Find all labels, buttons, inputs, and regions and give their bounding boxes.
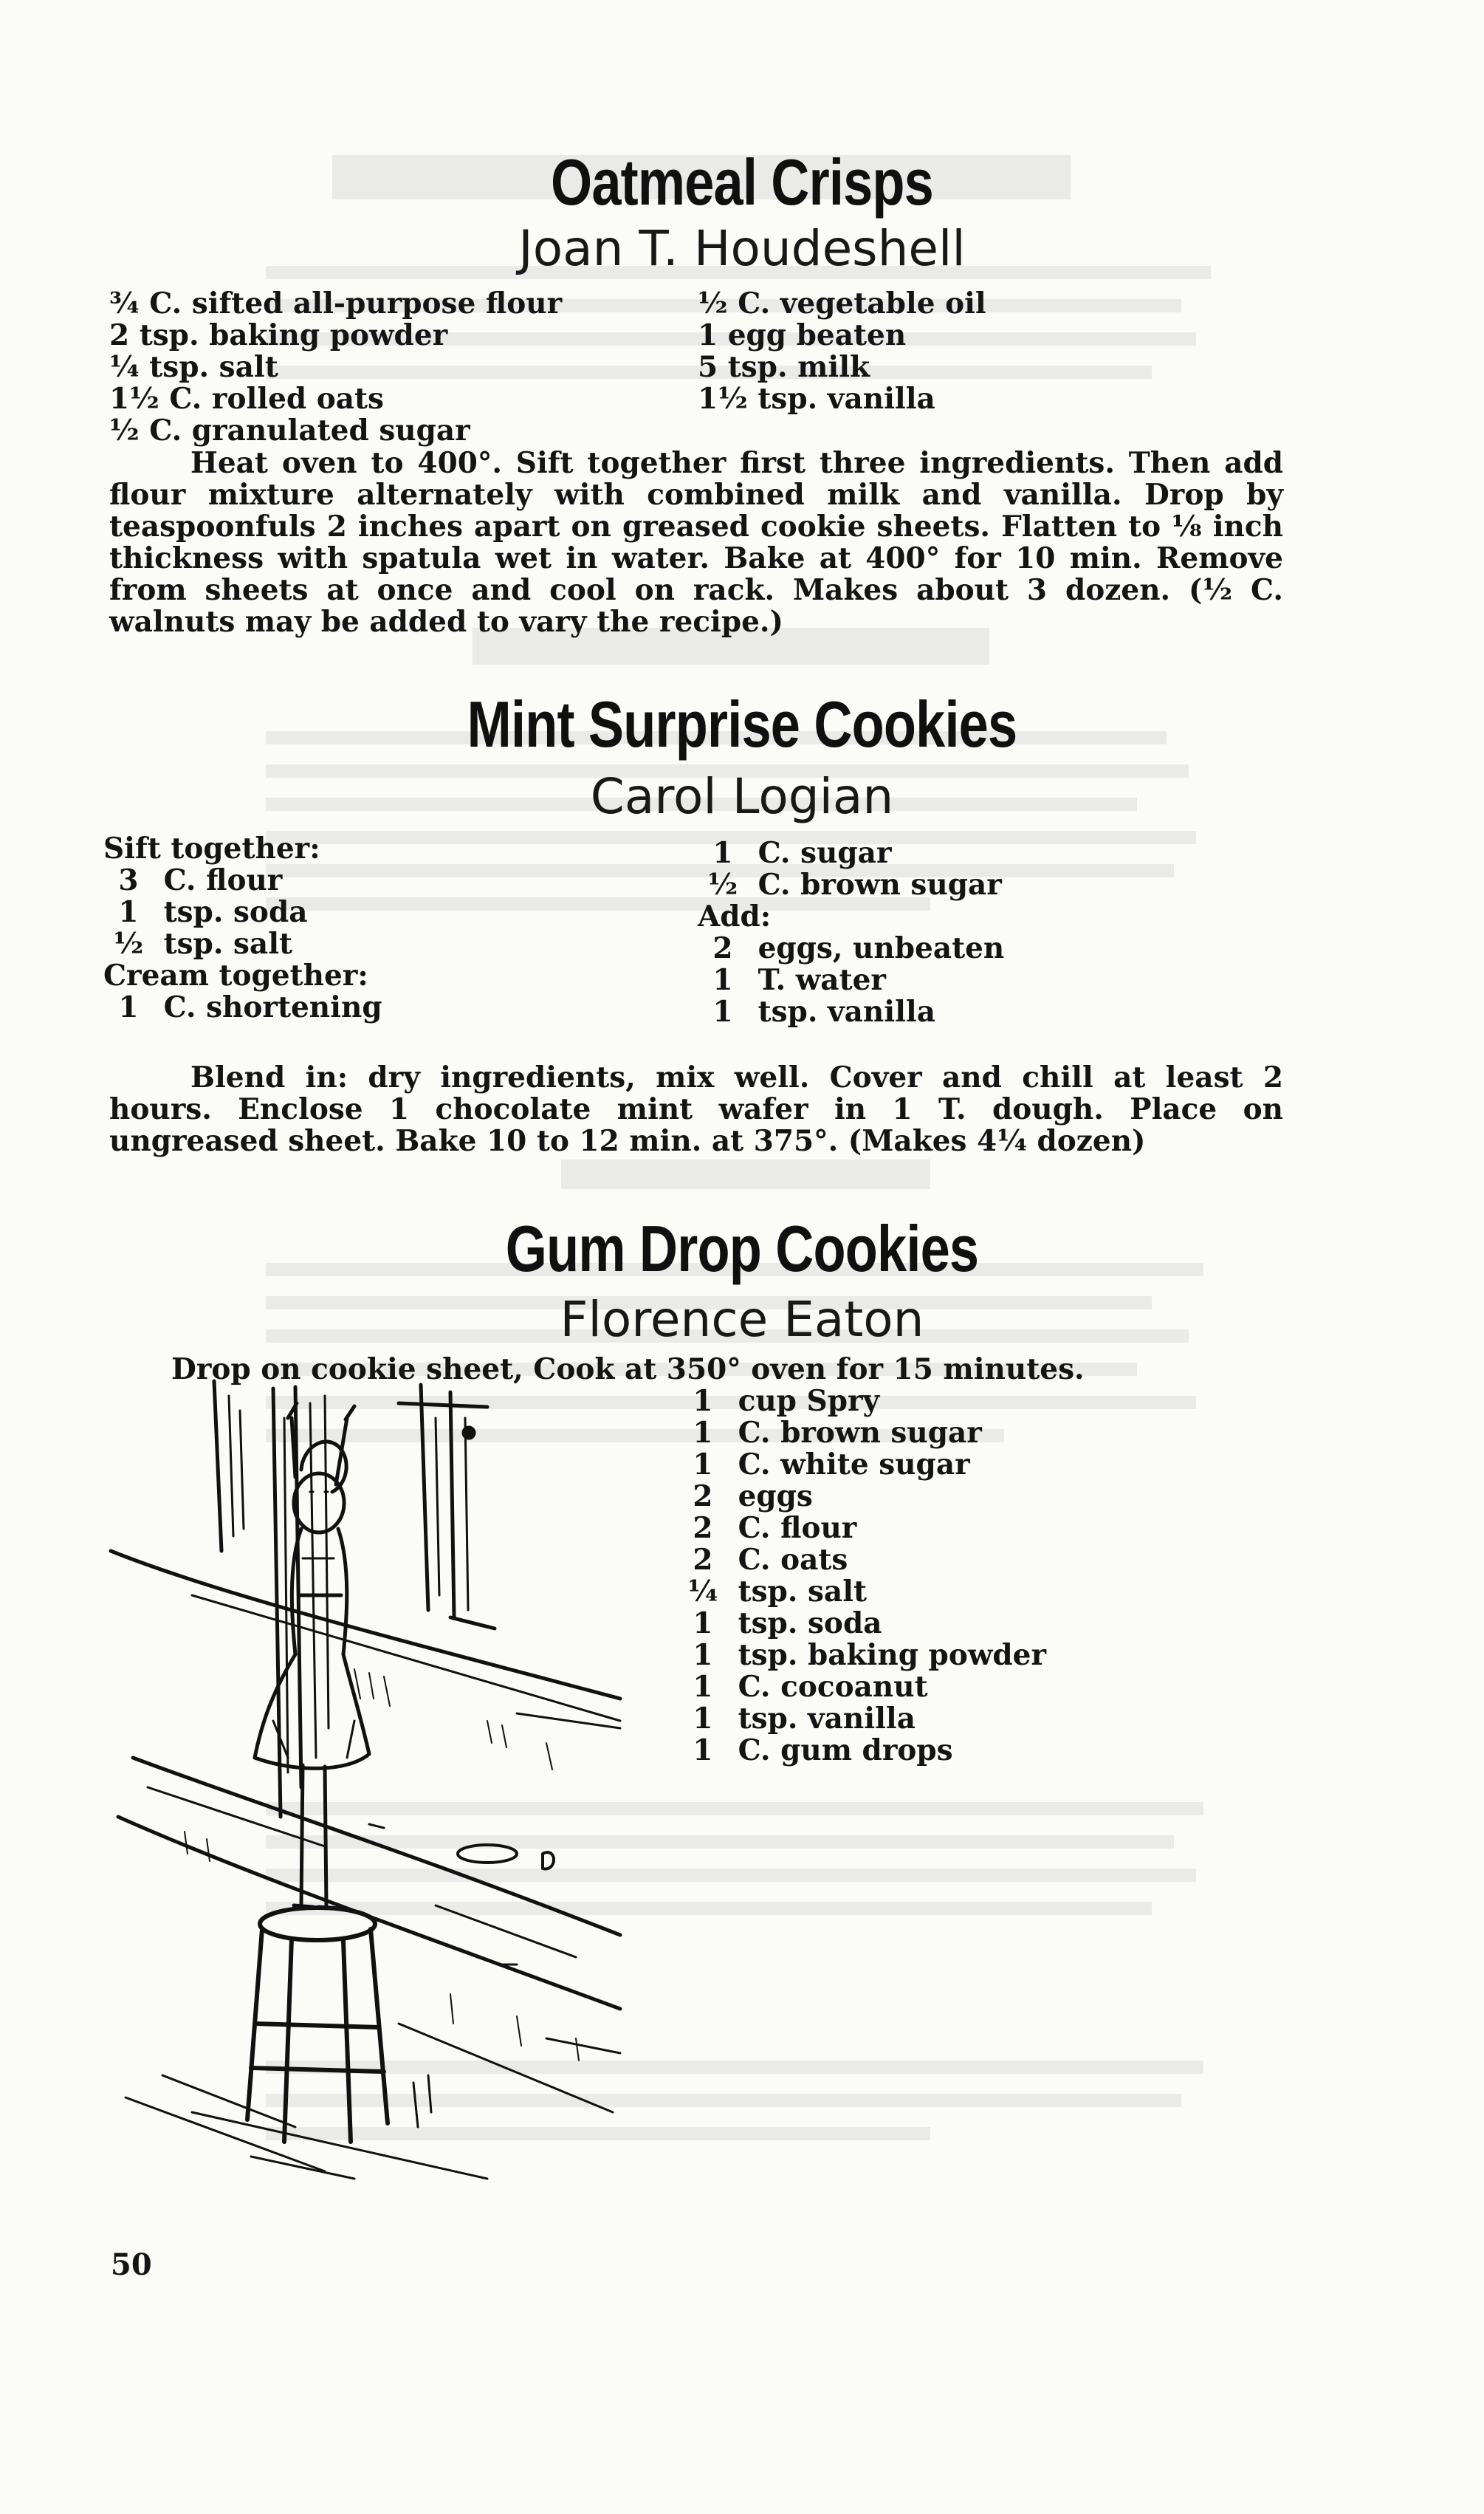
ingredient-line: 1½ C. rolled oats bbox=[109, 382, 385, 416]
ingredient-qty: 3 bbox=[118, 863, 139, 897]
ingredient-line bbox=[678, 1608, 1046, 1640]
ingredient-qty: 2 bbox=[693, 1511, 713, 1545]
ingredient-text: C. white sugar bbox=[738, 1448, 970, 1482]
ingredient-line bbox=[678, 1386, 1046, 1417]
ingredient-text: C. cocoanut bbox=[738, 1670, 928, 1704]
ingredient-line bbox=[698, 838, 1004, 869]
ingredient-line bbox=[678, 1703, 1046, 1735]
ingredient-line: 1 egg beaten bbox=[698, 318, 907, 352]
ingredient-qty: 1 bbox=[693, 1638, 713, 1672]
ingredient-text: cup Spry bbox=[738, 1384, 880, 1418]
recipe-author: Florence Eaton bbox=[560, 1291, 924, 1348]
ingredient-qty: 1 bbox=[693, 1384, 713, 1418]
ingredient-qty: 1 bbox=[693, 1733, 713, 1767]
ingredient-text: tsp. baking powder bbox=[738, 1638, 1047, 1672]
ingredient-line: 5 tsp. milk bbox=[698, 350, 870, 384]
ingredient-text: T. water bbox=[758, 963, 886, 997]
ingredient-line bbox=[103, 897, 382, 928]
recipe-title-mint-surprise-cookies: Mint Surprise Cookies bbox=[467, 688, 1017, 761]
ingredient-qty: 2 bbox=[693, 1479, 713, 1513]
ingredient-qty: ½ bbox=[707, 868, 738, 902]
ingredient-qty: 1 bbox=[712, 963, 733, 997]
ingredient-line bbox=[678, 1481, 1046, 1513]
ingredient-text: C. shortening bbox=[163, 990, 382, 1024]
ingredient-qty: 1 bbox=[693, 1416, 713, 1450]
ingredient-text: tsp. soda bbox=[738, 1606, 882, 1640]
ingredient-line bbox=[678, 1735, 1046, 1767]
ingredient-text: C. brown sugar bbox=[738, 1416, 982, 1450]
ingredient-text: C. brown sugar bbox=[758, 868, 1002, 902]
ingredient-qty: 2 bbox=[712, 931, 733, 965]
ingredient-text: C. oats bbox=[738, 1543, 848, 1577]
page-number: 50 bbox=[111, 2247, 152, 2282]
ingredient-subhead bbox=[103, 960, 382, 992]
ingredient-line: ½ C. vegetable oil bbox=[698, 287, 986, 321]
ingredient-line bbox=[103, 992, 382, 1024]
ingredient-line bbox=[678, 1671, 1046, 1703]
ingredient-text: eggs, unbeaten bbox=[758, 931, 1005, 965]
ingredient-text: C. flour bbox=[163, 863, 283, 897]
ingredient-line bbox=[678, 1417, 1046, 1449]
girl-on-stool-illustration bbox=[103, 1374, 635, 2186]
ingredient-text: tsp. salt bbox=[738, 1575, 868, 1609]
ingredient-text: tsp. soda bbox=[163, 895, 308, 929]
ingredient-qty: 2 bbox=[693, 1543, 713, 1577]
ingredients-column bbox=[678, 1386, 1046, 1767]
recipe-author: Carol Logian bbox=[590, 768, 894, 825]
ingredient-qty: 1 bbox=[693, 1670, 713, 1704]
ingredient-line: ¼ tsp. salt bbox=[109, 350, 278, 384]
recipe-instructions: Blend in: dry ingredients, mix well. Cover and chill at least 2 hours. Enclose 1 chocolate mint wafer in 1 T. dough. Place on ungreased sheet. Bake 10 to 12 min. at 375°. (Makes 4¼ dozen) bbox=[109, 1061, 1283, 1158]
ingredient-line bbox=[698, 965, 1004, 996]
ingredient-subhead bbox=[698, 901, 1004, 933]
ingredient-line: 1½ tsp. vanilla bbox=[698, 382, 935, 416]
recipe-title-gum-drop-cookies: Gum Drop Cookies bbox=[505, 1212, 979, 1285]
ingredient-line bbox=[678, 1449, 1046, 1481]
ingredient-line bbox=[678, 1544, 1046, 1576]
ingredient-qty: ¼ bbox=[687, 1575, 718, 1609]
ingredient-text: C. sugar bbox=[758, 836, 892, 870]
ingredient-line: ½ C. granulated sugar bbox=[109, 414, 470, 448]
ingredient-line: 2 tsp. baking powder bbox=[109, 318, 448, 352]
ingredient-text: eggs bbox=[738, 1479, 813, 1513]
ingredients-right-column bbox=[698, 288, 986, 415]
ingredient-qty: ½ bbox=[113, 927, 144, 961]
ingredient-qty: 1 bbox=[712, 995, 733, 1029]
ingredients-left-column bbox=[103, 833, 382, 1024]
ingredient-text: tsp. vanilla bbox=[738, 1702, 916, 1736]
ingredient-line bbox=[678, 1640, 1046, 1671]
ingredient-line bbox=[678, 1513, 1046, 1544]
recipe-instructions: Heat oven to 400°. Sift together first three ingredients. Then add flour mixture alternately with combined milk and vanilla. Drop by teaspoonfuls 2 inches apart on greased cookie sheets. Flatten to ⅛ inch thickness with spatula wet in water. Bake at 400° for 10 min. Remove from sheets at once and cool on rack. Makes about 3 dozen. (½ C. walnuts may be added to vary the recipe.) bbox=[109, 446, 1283, 639]
ingredient-qty: 1 bbox=[693, 1702, 713, 1736]
ingredient-line bbox=[698, 933, 1004, 965]
recipe-instructions: Drop on cookie sheet, Cook at 350° oven for 15 minutes. bbox=[171, 1352, 1085, 1386]
ingredient-qty: 1 bbox=[712, 836, 733, 870]
ingredient-qty: 1 bbox=[693, 1448, 713, 1482]
ingredient-text: tsp. vanilla bbox=[758, 995, 935, 1029]
ingredient-qty: 1 bbox=[118, 990, 139, 1024]
ingredient-line bbox=[698, 869, 1004, 901]
ingredient-text: Add: bbox=[698, 900, 772, 934]
ingredient-line bbox=[103, 865, 382, 897]
ingredient-line: ¾ C. sifted all-purpose flour bbox=[109, 287, 563, 321]
ingredient-subhead bbox=[103, 833, 382, 865]
ingredient-text: C. flour bbox=[738, 1511, 857, 1545]
ingredients-left-column bbox=[109, 288, 562, 447]
ingredient-text: Sift together: bbox=[103, 832, 320, 866]
ingredient-line bbox=[678, 1576, 1046, 1608]
ingredient-text: Cream together: bbox=[103, 959, 368, 993]
ingredient-text: tsp. salt bbox=[163, 927, 293, 961]
recipe-title-oatmeal-crisps: Oatmeal Crisps bbox=[551, 145, 933, 219]
ingredient-qty: 1 bbox=[118, 895, 139, 929]
ingredient-qty: 1 bbox=[693, 1606, 713, 1640]
ingredient-text: C. gum drops bbox=[738, 1733, 953, 1767]
ingredient-line bbox=[698, 996, 1004, 1028]
recipe-author: Joan T. Houdeshell bbox=[518, 220, 966, 277]
ingredient-line bbox=[103, 928, 382, 960]
ingredients-right-column bbox=[698, 838, 1004, 1028]
